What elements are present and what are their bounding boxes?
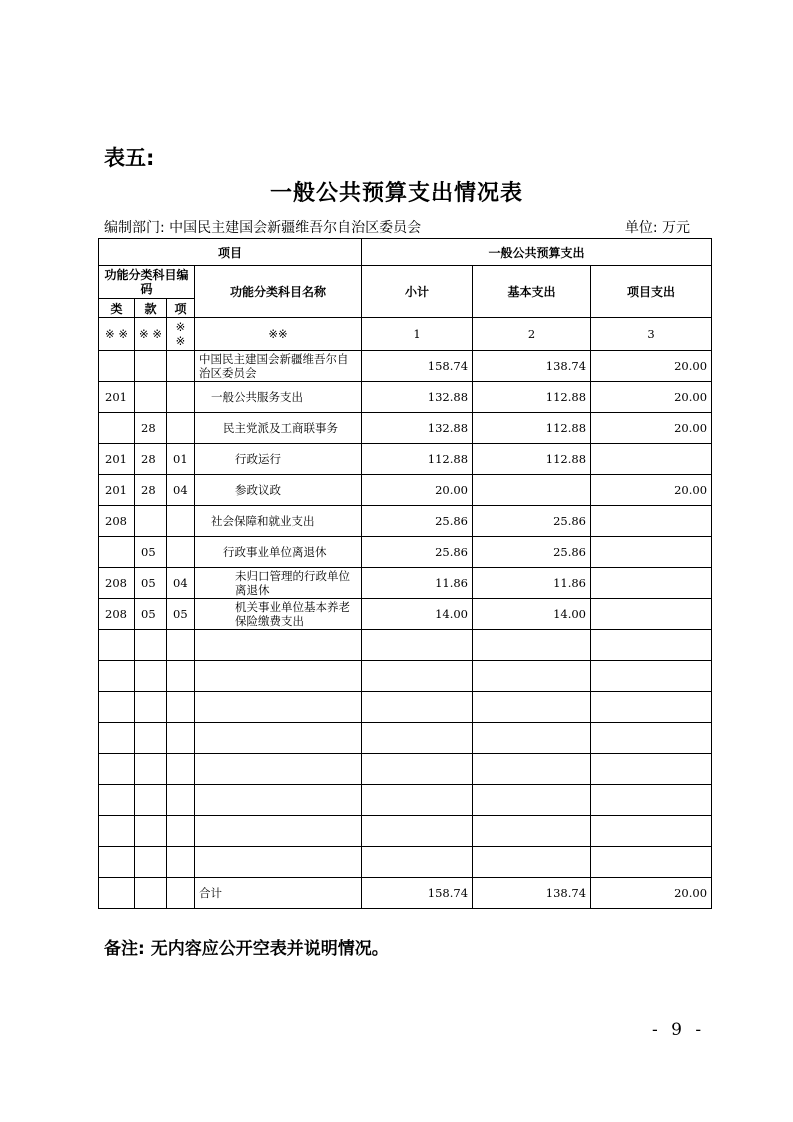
index-c3: 3 — [591, 318, 712, 351]
cell-project — [591, 444, 712, 475]
cell-project — [591, 723, 712, 754]
index-c1: 1 — [362, 318, 473, 351]
cell-subtotal: 158.74 — [362, 878, 473, 909]
cell-project — [591, 599, 712, 630]
cell-basic — [473, 475, 591, 506]
remark: 备注: 无内容应公开空表并说明情况。 — [104, 939, 389, 959]
cell-project — [591, 692, 712, 723]
table-row — [99, 351, 712, 382]
cell-xiang — [167, 692, 195, 723]
cell-lei — [99, 537, 135, 568]
cell-basic — [473, 754, 591, 785]
header-xiang: 项 — [167, 299, 195, 318]
cell-subtotal: 25.86 — [362, 537, 473, 568]
cell-subtotal — [362, 754, 473, 785]
cell-name: 社会保障和就业支出 — [195, 506, 362, 537]
cell-kuan — [135, 692, 167, 723]
cell-basic: 14.00 — [473, 599, 591, 630]
cell-project — [591, 785, 712, 816]
cell-project: 20.00 — [591, 878, 712, 909]
cell-kuan — [135, 351, 167, 382]
table-row — [99, 847, 712, 878]
cell-xiang — [167, 506, 195, 537]
cell-name: 行政运行 — [195, 444, 362, 475]
index-c2: 2 — [473, 318, 591, 351]
table-row — [99, 413, 712, 444]
cell-kuan — [135, 506, 167, 537]
cell-subtotal: 132.88 — [362, 413, 473, 444]
cell-subtotal — [362, 785, 473, 816]
cell-name: 参政议政 — [195, 475, 362, 506]
table-row — [99, 599, 712, 630]
cell-xiang: 04 — [167, 568, 195, 599]
cell-subtotal — [362, 630, 473, 661]
cell-lei — [99, 847, 135, 878]
cell-xiang — [167, 661, 195, 692]
cell-lei: 201 — [99, 382, 135, 413]
cell-xiang — [167, 537, 195, 568]
cell-name — [195, 847, 362, 878]
index-kuan: ※ ※ — [135, 318, 167, 351]
compiler-department: 编制部门: 中国民主建国会新疆维吾尔自治区委员会 — [104, 220, 422, 236]
cell-project: 20.00 — [591, 475, 712, 506]
page-number: - 9 - — [652, 1020, 706, 1040]
header-kuan: 款 — [135, 299, 167, 318]
cell-name: 民主党派及工商联事务 — [195, 413, 362, 444]
cell-project: 20.00 — [591, 413, 712, 444]
cell-subtotal: 11.86 — [362, 568, 473, 599]
cell-lei — [99, 785, 135, 816]
cell-subtotal — [362, 723, 473, 754]
cell-name: 行政事业单位离退休 — [195, 537, 362, 568]
cell-kuan — [135, 661, 167, 692]
cell-kuan — [135, 382, 167, 413]
cell-lei: 208 — [99, 599, 135, 630]
cell-lei — [99, 661, 135, 692]
cell-project — [591, 847, 712, 878]
cell-name: 合计 — [195, 878, 362, 909]
cell-name — [195, 630, 362, 661]
cell-basic: 25.86 — [473, 506, 591, 537]
cell-project — [591, 661, 712, 692]
header-basic: 基本支出 — [473, 266, 591, 318]
index-row — [99, 318, 712, 351]
cell-basic — [473, 661, 591, 692]
cell-lei: 201 — [99, 475, 135, 506]
cell-subtotal — [362, 661, 473, 692]
cell-project — [591, 568, 712, 599]
table-row — [99, 444, 712, 475]
cell-kuan: 28 — [135, 444, 167, 475]
cell-name — [195, 692, 362, 723]
cell-kuan: 05 — [135, 537, 167, 568]
cell-lei: 208 — [99, 506, 135, 537]
cell-basic — [473, 785, 591, 816]
cell-name: 中国民主建国会新疆维吾尔自治区委员会 — [195, 351, 362, 382]
cell-subtotal: 158.74 — [362, 351, 473, 382]
table-row — [99, 723, 712, 754]
cell-kuan — [135, 630, 167, 661]
table-row — [99, 506, 712, 537]
cell-basic — [473, 816, 591, 847]
table-label: 表五: — [104, 146, 155, 170]
cell-name: 机关事业单位基本养老保险缴费支出 — [195, 599, 362, 630]
cell-lei: 201 — [99, 444, 135, 475]
cell-xiang — [167, 382, 195, 413]
budget-table — [98, 238, 712, 909]
cell-xiang — [167, 723, 195, 754]
cell-basic: 112.88 — [473, 413, 591, 444]
document-title: 一般公共预算支出情况表 — [269, 181, 523, 206]
header-func-code: 功能分类科目编码 — [99, 266, 195, 299]
index-name: ※※ — [195, 318, 362, 351]
cell-subtotal: 20.00 — [362, 475, 473, 506]
cell-kuan — [135, 878, 167, 909]
cell-xiang — [167, 630, 195, 661]
cell-subtotal: 25.86 — [362, 506, 473, 537]
cell-subtotal: 112.88 — [362, 444, 473, 475]
cell-name — [195, 785, 362, 816]
cell-basic: 11.86 — [473, 568, 591, 599]
cell-basic: 112.88 — [473, 382, 591, 413]
table-row — [99, 816, 712, 847]
index-lei: ※ ※ — [99, 318, 135, 351]
header-subtotal: 小计 — [362, 266, 473, 318]
cell-lei: 208 — [99, 568, 135, 599]
table-row — [99, 630, 712, 661]
cell-lei — [99, 351, 135, 382]
cell-xiang — [167, 413, 195, 444]
cell-project — [591, 754, 712, 785]
table-row — [99, 661, 712, 692]
cell-kuan — [135, 754, 167, 785]
cell-kuan: 05 — [135, 599, 167, 630]
cell-xiang: 04 — [167, 475, 195, 506]
table-row — [99, 382, 712, 413]
cell-xiang — [167, 754, 195, 785]
cell-xiang — [167, 847, 195, 878]
cell-xiang — [167, 351, 195, 382]
cell-xiang — [167, 785, 195, 816]
cell-kuan — [135, 785, 167, 816]
cell-project — [591, 630, 712, 661]
cell-basic: 138.74 — [473, 351, 591, 382]
cell-project — [591, 537, 712, 568]
header-budget-group: 一般公共预算支出 — [362, 239, 712, 266]
cell-name: 一般公共服务支出 — [195, 382, 362, 413]
cell-name — [195, 723, 362, 754]
cell-basic: 112.88 — [473, 444, 591, 475]
header-project-exp: 项目支出 — [591, 266, 712, 318]
table-row — [99, 537, 712, 568]
cell-name: 未归口管理的行政单位离退休 — [195, 568, 362, 599]
cell-basic — [473, 630, 591, 661]
unit-label: 单位: 万元 — [624, 220, 690, 236]
cell-lei — [99, 754, 135, 785]
cell-xiang: 01 — [167, 444, 195, 475]
index-xiang: ※ ※ — [167, 318, 195, 351]
cell-subtotal — [362, 692, 473, 723]
table-row — [99, 692, 712, 723]
cell-basic — [473, 847, 591, 878]
cell-lei — [99, 816, 135, 847]
table-row — [99, 568, 712, 599]
cell-lei — [99, 630, 135, 661]
header-lei: 类 — [99, 299, 135, 318]
cell-subtotal — [362, 847, 473, 878]
table-row — [99, 475, 712, 506]
cell-subtotal: 14.00 — [362, 599, 473, 630]
cell-lei — [99, 692, 135, 723]
cell-name — [195, 661, 362, 692]
cell-kuan — [135, 847, 167, 878]
cell-name — [195, 816, 362, 847]
cell-kuan — [135, 816, 167, 847]
header-row-2 — [99, 266, 712, 299]
cell-lei — [99, 878, 135, 909]
table-row — [99, 785, 712, 816]
table-body — [99, 351, 712, 909]
header-row-1 — [99, 239, 712, 266]
cell-kuan: 28 — [135, 413, 167, 444]
header-project: 项目 — [99, 239, 362, 266]
cell-xiang: 05 — [167, 599, 195, 630]
cell-basic: 25.86 — [473, 537, 591, 568]
header-func-name: 功能分类科目名称 — [195, 266, 362, 318]
cell-kuan: 05 — [135, 568, 167, 599]
cell-basic: 138.74 — [473, 878, 591, 909]
cell-project — [591, 816, 712, 847]
cell-subtotal: 132.88 — [362, 382, 473, 413]
cell-lei — [99, 723, 135, 754]
cell-subtotal — [362, 816, 473, 847]
cell-lei — [99, 413, 135, 444]
table-row — [99, 754, 712, 785]
meta-line — [104, 217, 694, 237]
cell-project: 20.00 — [591, 351, 712, 382]
cell-kuan: 28 — [135, 475, 167, 506]
cell-xiang — [167, 878, 195, 909]
cell-basic — [473, 723, 591, 754]
cell-project — [591, 506, 712, 537]
cell-project: 20.00 — [591, 382, 712, 413]
cell-kuan — [135, 723, 167, 754]
cell-xiang — [167, 816, 195, 847]
cell-name — [195, 754, 362, 785]
table-row — [99, 878, 712, 909]
cell-basic — [473, 692, 591, 723]
